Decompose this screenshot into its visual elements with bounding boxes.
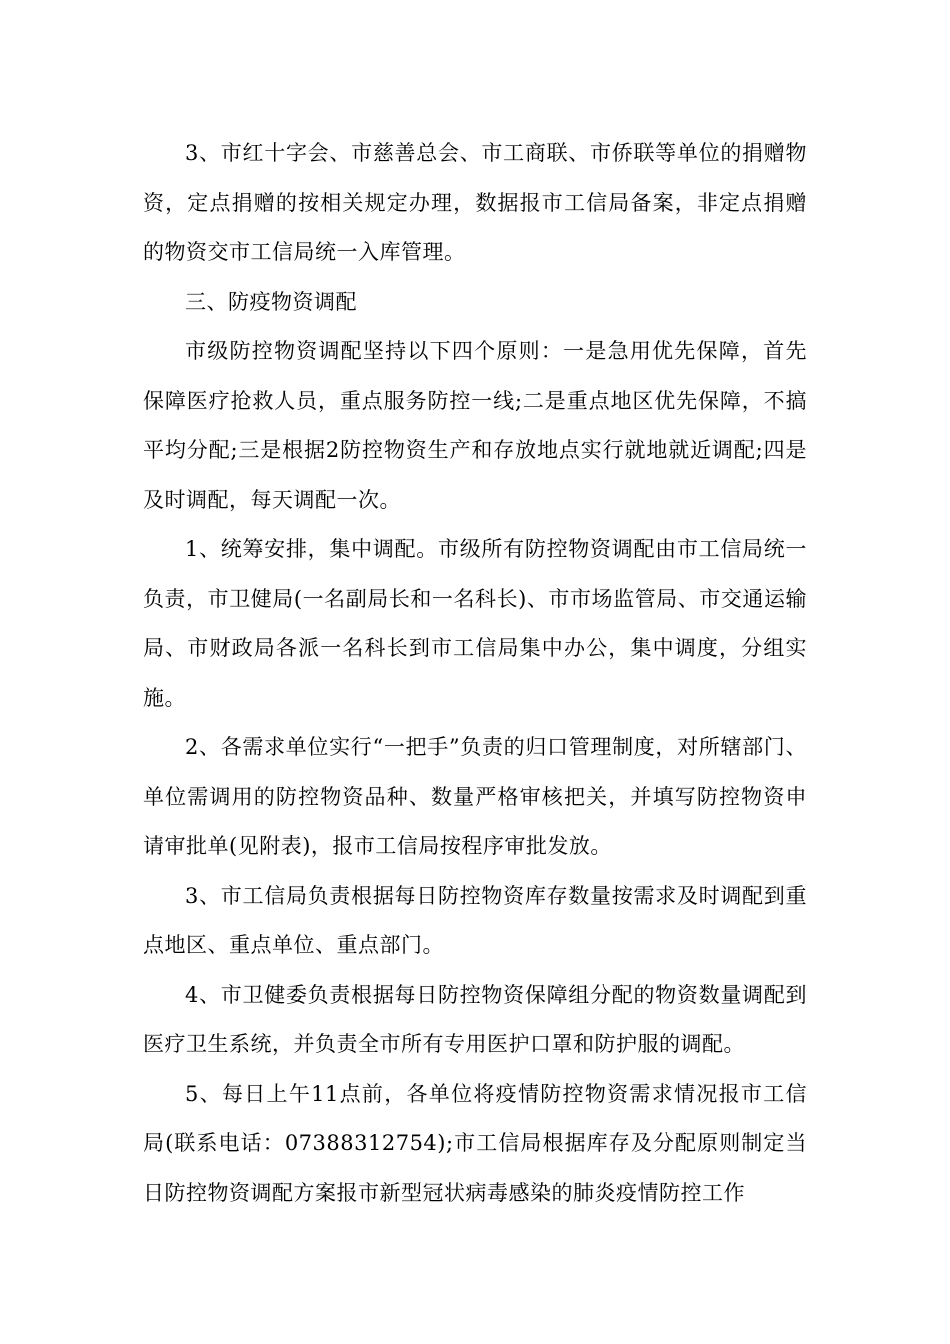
paragraph-item-3: 3、市工信局负责根据每日防控物资库存数量按需求及时调配到重点地区、重点单位、重点部门。 [143, 883, 807, 957]
section-heading-allocation: 三、防疫物资调配 [185, 289, 357, 314]
paragraph-item-1: 1、统筹安排，集中调配。市级所有防控物资调配由市工信局统一负责，市卫健局(一名副局长和一名科长)、市市场监管局、市交通运输局、市财政局各派一名科长到市工信局集中办公，集中调度，分组实施。 [143, 537, 807, 710]
paragraph-item-5: 5、每日上午11点前，各单位将疫情防控物资需求情况报市工信局(联系电话：07388312754);市工信局根据库存及分配原则制定当日防控物资调配方案报市新型冠状病毒感染的肺炎疫情防控工作 [143, 1081, 807, 1205]
paragraph-donation-materials: 3、市红十字会、市慈善总会、市工商联、市侨联等单位的捐赠物资，定点捐赠的按相关规定办理，数据报市工信局备案，非定点捐赠的物资交市工信局统一入库管理。 [143, 141, 807, 264]
paragraph-item-2: 2、各需求单位实行“一把手”负责的归口管理制度，对所辖部门、单位需调用的防控物资品种、数量严格审核把关，并填写防控物资申请审批单(见附表)，报市工信局按程序审批发放。 [143, 735, 807, 858]
paragraph-item-4: 4、市卫健委负责根据每日防控物资保障组分配的物资数量调配到医疗卫生系统，并负责全市所有专用医护口罩和防护服的调配。 [143, 982, 807, 1056]
paragraph-allocation-principles: 市级防控物资调配坚持以下四个原则：一是急用优先保障，首先保障医疗抢救人员，重点服务防控一线;二是重点地区优先保障，不搞平均分配;三是根据2防控物资生产和存放地点实行就地就近调配;四是及时调配，每天调配一次。 [143, 339, 807, 512]
document-body [143, 129, 807, 1218]
